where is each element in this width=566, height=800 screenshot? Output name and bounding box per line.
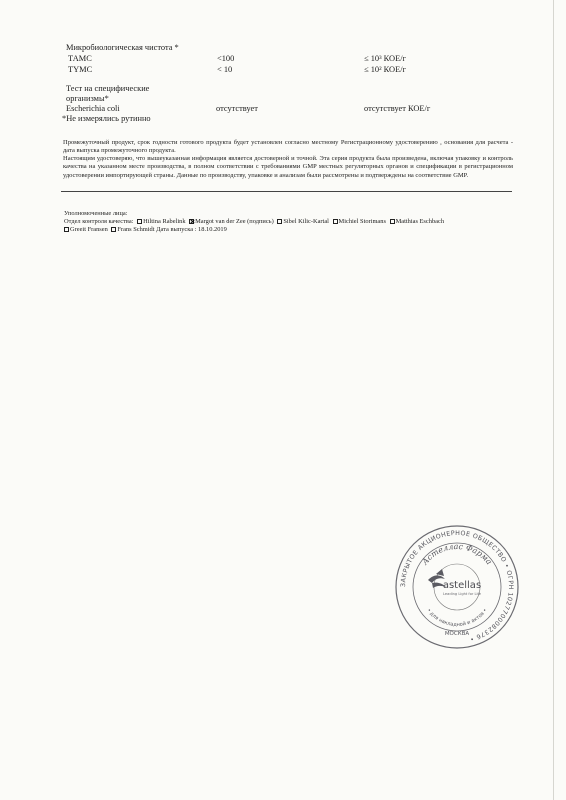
authorized-title: Уполномоченные лица: <box>64 210 128 217</box>
specific-title-line2: организмы* <box>66 94 109 103</box>
specific-footnote: *Не измерялись рутинно <box>62 114 151 123</box>
specific-row-value: отсутствует <box>216 104 258 113</box>
checked-checkbox-icon <box>189 219 194 224</box>
stamp-company-name: Астеллас Фарма <box>420 541 494 567</box>
release-date: Дата выпуска : 18.10.2019 <box>156 226 227 233</box>
specific-row-name: Escherichia coli <box>66 104 120 113</box>
specific-row-limit: отсутствует КОЕ/г <box>364 104 431 113</box>
divider-line <box>61 191 512 192</box>
person-name: Matthias Eschbach <box>395 218 445 225</box>
person-name: Hiltina Rabelink <box>143 218 186 225</box>
stamp-city: МОСКВА <box>444 631 470 637</box>
micro-row-limit: ≤ 10² КОЕ/г <box>364 65 406 74</box>
stamp-outer-text: ЗАКРЫТОЕ АКЦИОНЕРНОЕ ОБЩЕСТВО • ОГРН 1027700082376 • <box>399 529 515 643</box>
stamp-tagline: Leading Light for Life <box>442 592 482 596</box>
micro-row-limit: ≤ 10³ КОЕ/г <box>364 54 406 63</box>
company-stamp <box>392 522 522 652</box>
shelf-life-paragraph: Промежуточный продукт, срок годности готового продукта будет установлен согласно местному Регистрационному удостоверению , основания для расчета - дата выпуска промежуточного продукта. <box>63 139 513 155</box>
micro-title: Микробиологическая чистота * <box>66 43 179 52</box>
checkbox-icon <box>64 227 69 232</box>
checkbox-icon <box>111 227 116 232</box>
authorized-line-1 <box>64 218 444 226</box>
checkbox-icon <box>277 219 282 224</box>
person-name: Frans Schmidt <box>117 226 155 233</box>
micro-row-name: ТАМС <box>68 54 92 63</box>
micro-row-name: ТYMC <box>68 65 93 74</box>
micro-row-value: <100 <box>217 54 235 63</box>
person-name: Michiel Storimans <box>338 218 386 225</box>
authorized-line-2 <box>64 226 227 234</box>
person-name: Sibel Kilic-Kartal <box>283 218 329 225</box>
checkbox-icon <box>333 219 338 224</box>
qc-dept-label: Отдел контроля качества: <box>64 218 134 225</box>
person-name: Greeit Fransen <box>70 226 108 233</box>
stamp-logo-text: astellas <box>442 580 482 591</box>
micro-row-value: < 10 <box>217 65 233 74</box>
scan-edge-line <box>553 0 554 800</box>
stamp-inner-bottom: • для накладной и актов • <box>425 607 489 629</box>
specific-title-line1: Тест на специфические <box>66 84 150 93</box>
person-name: Margot van der Zee (подпись) <box>195 218 274 225</box>
checkbox-icon <box>390 219 395 224</box>
checkbox-icon <box>137 219 142 224</box>
certification-paragraph: Настоящим удостоверяю, что вышеуказанная информация является достоверной и точной. Эта серия продукта была произведена, включая упаковку и контроль качества на указанном месте производства, в полном соответствии с требованиями GMP местных регуляторных органов и спецификации в регистрационном удостоверении импортирующей страны. Данные по производству, упаковке и анализам были рассмотрены и подтверждены на соответствие GMP. <box>63 155 513 179</box>
